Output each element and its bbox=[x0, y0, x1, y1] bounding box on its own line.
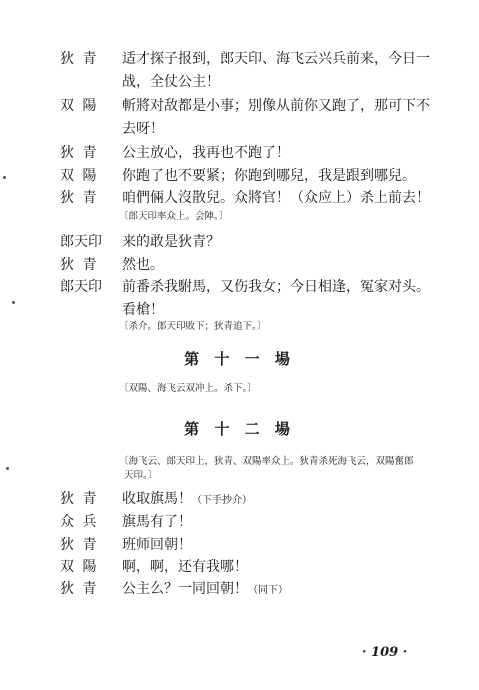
dialogue-line bbox=[0, 118, 479, 140]
scene-title: 第 十 二 場 bbox=[184, 420, 295, 438]
dialogue-line bbox=[0, 488, 479, 510]
speaker-name: 狄 青 bbox=[60, 491, 99, 507]
dialogue-line bbox=[0, 142, 479, 164]
speaker-name: 双 陽 bbox=[60, 168, 99, 184]
stage-note: （下手抄介） bbox=[192, 495, 252, 506]
speaker-name: 郎天印 bbox=[60, 279, 102, 295]
dialogue-line bbox=[0, 299, 479, 321]
stage-note: （同下） bbox=[248, 585, 288, 596]
dialogue-text: 前番杀我駙馬，又伤我女；今日相逢，冤家对头。 bbox=[122, 279, 430, 295]
dialogue-text: 啊，啊，还有我哪！ bbox=[122, 559, 248, 575]
stage-direction: 〔双陽、海飞云双冲上。杀下。〕 bbox=[119, 383, 257, 394]
speaker-name: 狄 青 bbox=[60, 51, 99, 67]
dialogue-text: 去呀！ bbox=[122, 121, 164, 137]
dialogue-line bbox=[0, 187, 479, 209]
page-number: · 109 · bbox=[362, 645, 408, 660]
dialogue-text: 战，全仗公主！ bbox=[122, 74, 220, 90]
dialogue-text: 班师回朝！ bbox=[122, 537, 192, 553]
scene-title: 第 十 一 場 bbox=[184, 350, 295, 368]
dialogue-line bbox=[0, 254, 479, 276]
speaker-name: 狄 青 bbox=[60, 257, 99, 273]
dialogue-line bbox=[0, 95, 479, 117]
scan-speck bbox=[3, 176, 6, 179]
speaker-name: 狄 青 bbox=[60, 145, 99, 161]
dialogue-text: 然也。 bbox=[122, 257, 164, 273]
dialogue-line bbox=[0, 556, 479, 578]
stage-direction: 〔杀介。郎天印敗下；狄青追下。〕 bbox=[119, 321, 267, 332]
scan-speck bbox=[12, 301, 15, 304]
dialogue-line bbox=[0, 276, 479, 298]
dialogue-text: 公主放心，我再也不跑了！ bbox=[122, 145, 290, 161]
dialogue-text: 公主么？一同回朝！ bbox=[122, 581, 248, 597]
speaker-name: 狄 青 bbox=[60, 537, 99, 553]
dialogue-line bbox=[0, 534, 479, 556]
speaker-name: 郎天印 bbox=[60, 234, 102, 250]
dialogue-text: 你跑了也不要紧；你跑到哪兒，我是跟到哪兒。 bbox=[122, 168, 416, 184]
dialogue-text: 收取旗馬！ bbox=[122, 491, 192, 507]
dialogue-line bbox=[0, 511, 479, 533]
dialogue-line bbox=[0, 165, 479, 187]
dialogue-text: 旗馬有了！ bbox=[122, 514, 192, 530]
stage-direction: 〔海飞云、郎天印上，狄青、双陽率众上。狄青杀死海飞云，双陽奮郎 bbox=[119, 456, 414, 467]
dialogue-line bbox=[0, 231, 479, 253]
dialogue-text: 看槍！ bbox=[122, 302, 164, 318]
stage-direction: 天印。〕 bbox=[124, 470, 158, 481]
dialogue-text: 适才探子报到，郎天印、海飞云兴兵前来，今日一 bbox=[122, 51, 430, 67]
dialogue-line bbox=[0, 48, 479, 70]
dialogue-line bbox=[0, 578, 479, 600]
dialogue-text: 斬將对敌都是小事；別像从前你又跑了，那可下不 bbox=[122, 98, 430, 114]
dialogue-line bbox=[0, 71, 479, 93]
speaker-name: 狄 青 bbox=[60, 190, 99, 206]
speaker-name: 双 陽 bbox=[60, 559, 99, 575]
stage-direction: 〔郎天印率众上。会陣。〕 bbox=[119, 211, 229, 222]
speaker-name: 狄 青 bbox=[60, 581, 99, 597]
speaker-name: 双 陽 bbox=[60, 98, 99, 114]
scan-speck bbox=[6, 467, 9, 470]
dialogue-text: 来的敢是狄青？ bbox=[122, 234, 220, 250]
speaker-name: 众 兵 bbox=[60, 514, 99, 530]
dialogue-text: 咱們倆人沒散兒。众將官！（众应上）杀上前去！ bbox=[122, 190, 430, 206]
